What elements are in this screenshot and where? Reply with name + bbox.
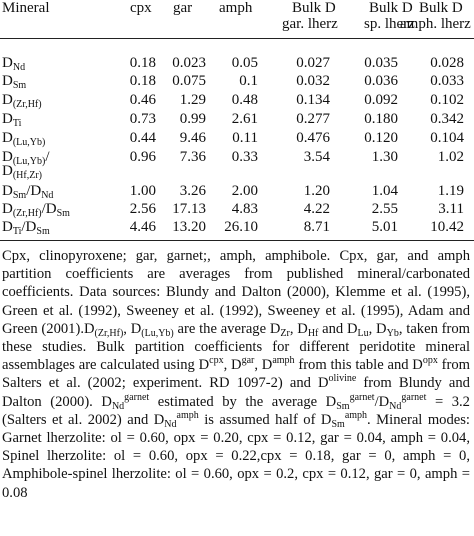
cell-b3: 0.028 (430, 55, 464, 71)
footnote-subscript: Yb (386, 327, 399, 339)
label-symbol: D (2, 163, 13, 179)
footnote-superscript: amph (176, 409, 199, 421)
cell-gar: 1.29 (179, 92, 206, 108)
row-label (2, 162, 42, 180)
row-label (2, 129, 45, 147)
header-cpx: cpx (130, 0, 152, 16)
row-label (2, 54, 25, 72)
row-label (2, 218, 50, 236)
label-subscript: Sm (12, 80, 27, 91)
footnote-text: and D (318, 320, 358, 337)
cell-cpx: 0.96 (129, 149, 156, 165)
cell-b2: 5.01 (371, 219, 398, 235)
header-gar: gar (173, 0, 193, 16)
footnote-text: D (83, 320, 95, 337)
footnote-text: from Blundy and Dalton (2000). D (2, 375, 470, 410)
cell-amph: 4.83 (231, 201, 258, 217)
cell-b3: 3.11 (438, 201, 464, 217)
cell-b3: 10.42 (430, 219, 464, 235)
cell-b2: 0.180 (364, 111, 398, 127)
footnote-text: , D (368, 320, 387, 337)
cell-cpx: 1.00 (129, 183, 156, 199)
row-label (2, 182, 53, 200)
cell-b2: 0.092 (364, 92, 398, 108)
cell-b3: 1.02 (437, 149, 464, 165)
label-divider: /D (41, 201, 57, 217)
table-row (0, 200, 474, 218)
cell-gar: 3.26 (179, 183, 206, 199)
table-row (0, 182, 474, 200)
label-subscript-2: Sm (36, 226, 50, 237)
footnote-subscript: Hf (307, 327, 319, 339)
table-row (0, 110, 474, 128)
header-bulk-amph-2: amph. lherz (400, 16, 471, 32)
footnote-superscript: cpx (209, 355, 224, 367)
cell-amph: 0.1 (239, 73, 258, 89)
cell-amph: 2.00 (231, 183, 258, 199)
footnote-text: , taken from these studies. Bulk partition coefficients for different peridotite mineral assemblages are calculated using D (2, 320, 471, 374)
label-subscript-2: Nd (41, 190, 54, 201)
footnote-text: are the average D (173, 320, 281, 337)
row-label (2, 200, 70, 218)
footnote-text: /D (374, 393, 390, 410)
cell-b2: 2.55 (371, 201, 398, 217)
cell-amph: 0.11 (232, 130, 258, 146)
cell-b3: 0.104 (430, 130, 464, 146)
footnote-superscript: opx (422, 355, 438, 367)
label-subscript: (Zr,Hf) (12, 99, 42, 110)
footnote-superscript: amph (272, 355, 295, 367)
cell-amph: 2.61 (231, 111, 258, 127)
cell-gar: 0.023 (172, 55, 206, 71)
cell-cpx: 0.44 (129, 130, 156, 146)
cell-b1: 0.134 (296, 92, 330, 108)
footnote-superscript: garnet (401, 391, 427, 403)
table-row (0, 129, 474, 147)
footnote-text: from this table and D (294, 357, 423, 374)
footnote-text: , D (223, 357, 242, 374)
header-bulk-amph-1: Bulk D (419, 0, 463, 16)
cell-b3: 0.342 (430, 111, 464, 127)
footnote-subscript: (Lu,Yb) (141, 327, 174, 339)
cell-b1: 4.22 (303, 201, 330, 217)
label-symbol: D (2, 55, 13, 71)
table-footnote (2, 247, 470, 502)
cell-cpx: 0.18 (129, 55, 156, 71)
footnote-subscript: Nd (111, 400, 125, 412)
header-bulk-sp-1: Bulk D (369, 0, 413, 16)
label-subscript-2: Sm (56, 208, 70, 219)
footnote-text: from Salters et al. (2002; experiment. RD 1097-2) and D (2, 357, 470, 392)
cell-b3: 1.19 (437, 183, 464, 199)
footnote-subscript: Sm (331, 418, 345, 430)
header-bulk-gar-2: gar. lherz (282, 16, 338, 32)
cell-b3: 0.102 (430, 92, 464, 108)
label-subscript: (Lu,Yb) (12, 156, 46, 167)
cell-gar: 13.20 (172, 219, 206, 235)
footnote-superscript: garnet (124, 391, 150, 403)
footnote-text: = 3.2 (Salters et al. 2002) and D (2, 393, 470, 428)
cell-gar: 9.46 (179, 130, 206, 146)
cell-b2: 0.120 (364, 130, 398, 146)
footnote-subscript: Sm (336, 400, 350, 412)
table-row (0, 72, 474, 90)
cell-gar: 0.99 (179, 111, 206, 127)
bottom-rule (0, 240, 474, 241)
label-symbol: D (2, 219, 13, 235)
cell-b2: 1.30 (371, 149, 398, 165)
label-subscript: (Hf,Zr) (12, 170, 42, 181)
cell-b2: 0.035 (364, 55, 398, 71)
label-subscript: (Lu,Yb) (12, 137, 46, 148)
footnote-superscript: gar (241, 355, 255, 367)
label-divider: /D (21, 219, 37, 235)
cell-cpx: 2.56 (129, 201, 156, 217)
footnote-text: estimated by the average D (149, 393, 337, 410)
label-divider: /D (26, 183, 42, 199)
label-symbol: D (2, 92, 13, 108)
footnote-text: . Mineral modes: Garnet lherzolite: ol = 0.60, opx = 0.20, cpx = 0.12, gar = 0.04, amph = 0.04, Spinel lherzolite: ol = 0.60, opx = 0.22,cpx = 0.18, gar = 0, amph = 0, Amphibole-spinel lherzolite: ol = 0.60, opx = 0.2, cpx = 0.12, gar = 0, amph = 0.08 (2, 411, 470, 501)
cell-gar: 7.36 (179, 149, 206, 165)
header-bulk-sp-2: sp. lherz (364, 16, 415, 32)
table-header (0, 0, 474, 52)
cell-cpx: 0.73 (129, 111, 156, 127)
label-subscript: Sm (12, 190, 27, 201)
cell-cpx: 0.18 (129, 73, 156, 89)
cell-b1: 0.032 (296, 73, 330, 89)
footnote-text: , D (289, 320, 308, 337)
cell-b1: 1.20 (303, 183, 330, 199)
footnote-text: Cpx, clinopyroxene; gar, garnet;, amph, amphibole. Cpx, gar, and amph partition coefficients are averages from published mineral/carbonated coefficients. Data sources: Blundy and Dalton (2000), Klemme et al. (1995), Green et al. (1992), Sweeney et al. (1992), Sweeney et al. (1995), Adam and Green (2001). (2, 248, 470, 337)
cell-b1: 0.277 (296, 111, 330, 127)
footnote-text: is assumed half of D (198, 411, 332, 428)
footnote-text: , D (254, 357, 273, 374)
footnote-text: , D (123, 320, 142, 337)
cell-amph: 0.48 (231, 92, 258, 108)
table-row (0, 54, 474, 72)
footnote-subscript: Nd (164, 418, 177, 430)
footnote-subscript: Nd (389, 400, 402, 412)
cell-b1: 0.027 (296, 55, 330, 71)
cell-amph: 26.10 (224, 219, 258, 235)
label-subscript: (Zr,Hf) (12, 208, 42, 219)
footnote-superscript: garnet (349, 391, 375, 403)
cell-cpx: 4.46 (129, 219, 156, 235)
cell-b2: 0.036 (364, 73, 398, 89)
label-symbol: D (2, 183, 13, 199)
cell-amph: 0.33 (231, 149, 258, 165)
cell-cpx: 0.46 (129, 92, 156, 108)
label-subscript: Nd (12, 62, 26, 73)
table-row (0, 91, 474, 109)
label-subscript: Ti (12, 226, 22, 237)
header-rule (0, 38, 474, 39)
cell-b1: 8.71 (303, 219, 330, 235)
table-row (0, 218, 474, 236)
label-symbol: D (2, 201, 13, 217)
row-label (2, 72, 26, 90)
footnote-subscript: Zr (280, 327, 290, 339)
cell-b1: 3.54 (303, 149, 330, 165)
table-row (0, 162, 474, 180)
label-symbol: D (2, 73, 13, 89)
cell-gar: 0.075 (172, 73, 206, 89)
cell-b3: 0.033 (430, 73, 464, 89)
header-amph: amph (219, 0, 253, 16)
cell-b2: 1.04 (371, 183, 398, 199)
footnote-superscript: amph (344, 409, 368, 421)
footnote-subscript: (Zr,Hf) (94, 327, 124, 339)
footnote-superscript: olivine (328, 373, 357, 385)
row-label (2, 110, 21, 128)
label-symbol: D (2, 111, 13, 127)
cell-gar: 17.13 (172, 201, 206, 217)
label-tail: / (45, 149, 50, 165)
cell-amph: 0.05 (231, 55, 258, 71)
label-symbol: D (2, 130, 13, 146)
label-subscript: Ti (12, 118, 22, 129)
row-label (2, 91, 42, 109)
label-symbol: D (2, 149, 13, 165)
cell-b1: 0.476 (296, 130, 330, 146)
header-bulk-gar-1: Bulk D (292, 0, 336, 16)
footnote-subscript: Lu (357, 327, 369, 339)
header-mineral: Mineral (2, 0, 50, 16)
